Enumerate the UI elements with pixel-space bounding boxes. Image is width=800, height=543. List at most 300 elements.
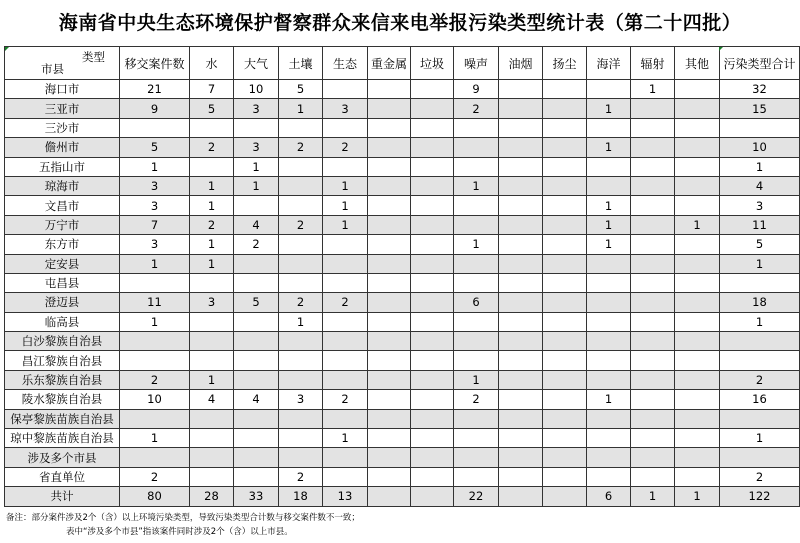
value-cell (675, 235, 720, 254)
value-cell (368, 80, 411, 99)
value-cell: 7 (190, 80, 234, 99)
table-row (5, 138, 800, 157)
value-cell (720, 448, 800, 467)
value-cell (411, 80, 454, 99)
value-cell (411, 118, 454, 137)
value-cell (279, 254, 323, 273)
value-cell (675, 176, 720, 195)
value-cell (279, 332, 323, 351)
value-cell (190, 118, 234, 137)
value-cell: 3 (279, 390, 323, 409)
value-cell: 2 (279, 293, 323, 312)
table-row (5, 99, 800, 118)
value-cell (543, 176, 587, 195)
value-cell: 1 (720, 254, 800, 273)
table-row (5, 409, 800, 428)
value-cell: 2 (323, 390, 368, 409)
value-cell (675, 312, 720, 331)
value-cell (411, 273, 454, 292)
value-cell (234, 273, 279, 292)
value-cell: 1 (323, 176, 368, 195)
value-cell (675, 80, 720, 99)
value-cell (234, 429, 279, 448)
value-cell: 11 (720, 215, 800, 234)
value-cell (543, 273, 587, 292)
value-cell: 1 (323, 196, 368, 215)
table-row (5, 312, 800, 331)
value-cell (631, 273, 675, 292)
footnote-line-1: 备注：部分案件涉及2个（含）以上环境污染类型，导致污染类型合计数与移交案件数不一致； (6, 513, 360, 523)
column-header: 垃圾 (411, 47, 454, 80)
value-cell: 21 (120, 80, 190, 99)
city-name-cell: 儋州市 (5, 138, 120, 157)
column-header: 重金属 (368, 47, 411, 80)
table-row (5, 254, 800, 273)
city-name-cell: 三沙市 (5, 118, 120, 137)
value-cell (499, 487, 543, 506)
value-cell: 1 (323, 215, 368, 234)
value-cell (411, 254, 454, 273)
value-cell: 3 (120, 176, 190, 195)
value-cell (368, 487, 411, 506)
table-row (5, 448, 800, 467)
table-row (5, 176, 800, 195)
value-cell: 1 (720, 312, 800, 331)
value-cell (675, 390, 720, 409)
value-cell (499, 409, 543, 428)
value-cell: 6 (587, 487, 631, 506)
value-cell (323, 370, 368, 389)
value-cell (368, 370, 411, 389)
value-cell (631, 176, 675, 195)
value-cell: 4 (234, 215, 279, 234)
value-cell (411, 370, 454, 389)
value-cell: 2 (279, 467, 323, 486)
table-row (5, 467, 800, 486)
value-cell (543, 409, 587, 428)
value-cell (499, 176, 543, 195)
value-cell (454, 467, 499, 486)
city-name-cell: 琼中黎族苗族自治县 (5, 429, 120, 448)
value-cell (631, 293, 675, 312)
value-cell (631, 196, 675, 215)
table-row (5, 215, 800, 234)
value-cell: 1 (120, 429, 190, 448)
value-cell (543, 215, 587, 234)
value-cell: 2 (323, 293, 368, 312)
table-row (5, 273, 800, 292)
value-cell: 122 (720, 487, 800, 506)
city-name-cell: 涉及多个市县 (5, 448, 120, 467)
value-cell (234, 467, 279, 486)
value-cell (454, 157, 499, 176)
value-cell (543, 370, 587, 389)
value-cell (411, 332, 454, 351)
value-cell (675, 293, 720, 312)
value-cell (587, 273, 631, 292)
value-cell (587, 409, 631, 428)
value-cell (454, 118, 499, 137)
value-cell (543, 448, 587, 467)
column-header: 海洋 (587, 47, 631, 80)
value-cell (587, 467, 631, 486)
value-cell (368, 215, 411, 234)
table-row (5, 429, 800, 448)
value-cell: 28 (190, 487, 234, 506)
city-name-cell: 共计 (5, 487, 120, 506)
value-cell (499, 390, 543, 409)
value-cell (234, 254, 279, 273)
value-cell: 1 (190, 370, 234, 389)
value-cell (675, 429, 720, 448)
value-cell (190, 351, 234, 370)
table-row (5, 157, 800, 176)
value-cell (190, 332, 234, 351)
value-cell (675, 273, 720, 292)
value-cell (411, 138, 454, 157)
value-cell (499, 254, 543, 273)
value-cell (543, 235, 587, 254)
value-cell (543, 254, 587, 273)
value-cell (543, 487, 587, 506)
value-cell (543, 118, 587, 137)
value-cell: 4 (720, 176, 800, 195)
value-cell (323, 448, 368, 467)
value-cell: 22 (454, 487, 499, 506)
value-cell (411, 176, 454, 195)
table-row (5, 370, 800, 389)
value-cell (631, 235, 675, 254)
value-cell (587, 118, 631, 137)
value-cell: 3 (323, 99, 368, 118)
value-cell (499, 215, 543, 234)
value-cell (543, 312, 587, 331)
value-cell (499, 351, 543, 370)
value-cell (499, 196, 543, 215)
value-cell: 1 (587, 215, 631, 234)
value-cell (279, 118, 323, 137)
value-cell (720, 332, 800, 351)
value-cell (675, 254, 720, 273)
value-cell: 10 (720, 138, 800, 157)
column-header: 移交案件数 (120, 47, 190, 80)
value-cell (279, 273, 323, 292)
value-cell: 2 (190, 215, 234, 234)
value-cell (411, 196, 454, 215)
value-cell: 9 (454, 80, 499, 99)
value-cell: 2 (720, 370, 800, 389)
value-cell (411, 409, 454, 428)
value-cell (279, 176, 323, 195)
value-cell: 1 (190, 235, 234, 254)
value-cell (411, 448, 454, 467)
value-cell (190, 467, 234, 486)
city-name-cell: 五指山市 (5, 157, 120, 176)
value-cell (411, 157, 454, 176)
value-cell: 1 (190, 254, 234, 273)
value-cell (675, 157, 720, 176)
value-cell: 1 (675, 487, 720, 506)
value-cell (454, 429, 499, 448)
city-name-cell: 屯昌县 (5, 273, 120, 292)
value-cell: 6 (454, 293, 499, 312)
value-cell (368, 390, 411, 409)
value-cell (499, 293, 543, 312)
value-cell: 1 (720, 429, 800, 448)
value-cell (543, 138, 587, 157)
value-cell (675, 351, 720, 370)
value-cell: 18 (279, 487, 323, 506)
value-cell: 1 (120, 254, 190, 273)
value-cell (190, 273, 234, 292)
value-cell: 2 (279, 138, 323, 157)
value-cell (368, 448, 411, 467)
value-cell: 3 (720, 196, 800, 215)
value-cell (499, 157, 543, 176)
value-cell (323, 235, 368, 254)
value-cell: 1 (454, 370, 499, 389)
value-cell (587, 312, 631, 331)
value-cell: 18 (720, 293, 800, 312)
value-cell (120, 273, 190, 292)
value-cell: 11 (120, 293, 190, 312)
value-cell (720, 118, 800, 137)
pollution-stats-table (4, 46, 800, 507)
value-cell (279, 448, 323, 467)
value-cell: 1 (587, 196, 631, 215)
value-cell: 1 (234, 157, 279, 176)
value-cell (279, 429, 323, 448)
value-cell: 4 (190, 390, 234, 409)
value-cell: 1 (675, 215, 720, 234)
value-cell (368, 273, 411, 292)
value-cell (190, 157, 234, 176)
value-cell (368, 409, 411, 428)
city-name-cell: 琼海市 (5, 176, 120, 195)
value-cell (454, 273, 499, 292)
value-cell (323, 254, 368, 273)
value-cell (190, 409, 234, 428)
city-name-cell: 乐东黎族自治县 (5, 370, 120, 389)
value-cell (234, 351, 279, 370)
value-cell: 3 (120, 235, 190, 254)
value-cell (323, 80, 368, 99)
value-cell (454, 215, 499, 234)
value-cell: 16 (720, 390, 800, 409)
value-cell (234, 448, 279, 467)
value-cell (587, 448, 631, 467)
value-cell (675, 99, 720, 118)
value-cell (499, 429, 543, 448)
value-cell (279, 370, 323, 389)
value-cell (368, 176, 411, 195)
value-cell (279, 196, 323, 215)
value-cell (279, 409, 323, 428)
value-cell (368, 351, 411, 370)
value-cell (543, 293, 587, 312)
value-cell (631, 351, 675, 370)
value-cell (631, 409, 675, 428)
column-header: 水 (190, 47, 234, 80)
value-cell (587, 157, 631, 176)
value-cell: 1 (454, 235, 499, 254)
value-cell (368, 196, 411, 215)
value-cell (368, 118, 411, 137)
value-cell (368, 235, 411, 254)
value-cell (499, 80, 543, 99)
value-cell: 2 (120, 370, 190, 389)
cell-marker-icon (719, 47, 723, 51)
value-cell (675, 467, 720, 486)
value-cell: 15 (720, 99, 800, 118)
city-name-cell: 陵水黎族自治县 (5, 390, 120, 409)
value-cell (675, 448, 720, 467)
value-cell (411, 215, 454, 234)
value-cell (368, 138, 411, 157)
value-cell: 1 (120, 312, 190, 331)
city-name-cell: 省直单位 (5, 467, 120, 486)
value-cell (587, 370, 631, 389)
value-cell (543, 351, 587, 370)
value-cell: 1 (120, 157, 190, 176)
value-cell: 3 (190, 293, 234, 312)
column-header: 其他 (675, 47, 720, 80)
value-cell: 1 (587, 99, 631, 118)
value-cell (120, 118, 190, 137)
value-cell (543, 332, 587, 351)
column-header: 土壤 (279, 47, 323, 80)
value-cell (323, 118, 368, 137)
value-cell: 7 (120, 215, 190, 234)
footnote-line-2: 表中“涉及多个市县”指该案件同时涉及2个（含）以上市县。 (66, 527, 293, 537)
city-name-cell: 定安县 (5, 254, 120, 273)
value-cell (499, 312, 543, 331)
value-cell (323, 467, 368, 486)
value-cell: 13 (323, 487, 368, 506)
value-cell (454, 138, 499, 157)
value-cell (411, 293, 454, 312)
value-cell (499, 370, 543, 389)
city-name-cell: 三亚市 (5, 99, 120, 118)
value-cell: 1 (631, 487, 675, 506)
value-cell: 2 (454, 390, 499, 409)
value-cell: 1 (323, 429, 368, 448)
value-cell (631, 390, 675, 409)
value-cell (234, 409, 279, 428)
value-cell: 5 (120, 138, 190, 157)
value-cell (499, 273, 543, 292)
value-cell (190, 429, 234, 448)
table-row (5, 80, 800, 99)
corner-city-label: 市县 (41, 62, 64, 76)
value-cell: 1 (454, 176, 499, 195)
value-cell (631, 332, 675, 351)
value-cell: 33 (234, 487, 279, 506)
value-cell (120, 409, 190, 428)
table-row (5, 390, 800, 409)
value-cell: 1 (190, 176, 234, 195)
value-cell (454, 312, 499, 331)
value-cell (587, 293, 631, 312)
table-row (5, 487, 800, 506)
value-cell (368, 467, 411, 486)
value-cell (411, 467, 454, 486)
table-body (5, 80, 800, 507)
value-cell (368, 312, 411, 331)
value-cell (234, 332, 279, 351)
value-cell (411, 390, 454, 409)
value-cell (675, 409, 720, 428)
value-cell (411, 235, 454, 254)
value-cell: 1 (234, 176, 279, 195)
value-cell (631, 99, 675, 118)
value-cell: 80 (120, 487, 190, 506)
value-cell (631, 118, 675, 137)
value-cell (720, 409, 800, 428)
value-cell (323, 351, 368, 370)
value-cell (499, 235, 543, 254)
value-cell (675, 332, 720, 351)
value-cell (368, 293, 411, 312)
column-header: 辐射 (631, 47, 675, 80)
value-cell: 1 (631, 80, 675, 99)
value-cell (454, 254, 499, 273)
city-name-cell: 东方市 (5, 235, 120, 254)
value-cell (631, 429, 675, 448)
value-cell (499, 332, 543, 351)
value-cell: 2 (120, 467, 190, 486)
value-cell (675, 118, 720, 137)
value-cell: 5 (720, 235, 800, 254)
value-cell: 1 (587, 235, 631, 254)
value-cell (543, 390, 587, 409)
value-cell: 1 (190, 196, 234, 215)
value-cell (120, 448, 190, 467)
value-cell (499, 138, 543, 157)
city-name-cell: 海口市 (5, 80, 120, 99)
value-cell (631, 467, 675, 486)
table-header-row (5, 47, 800, 80)
value-cell (631, 254, 675, 273)
value-cell (368, 429, 411, 448)
table-row (5, 196, 800, 215)
value-cell: 1 (279, 312, 323, 331)
value-cell (631, 312, 675, 331)
value-cell: 2 (323, 138, 368, 157)
value-cell (543, 80, 587, 99)
value-cell (543, 196, 587, 215)
value-cell: 2 (190, 138, 234, 157)
value-cell (323, 332, 368, 351)
value-cell (543, 467, 587, 486)
value-cell (543, 99, 587, 118)
value-cell (368, 99, 411, 118)
value-cell: 3 (234, 138, 279, 157)
value-cell (454, 332, 499, 351)
value-cell (411, 312, 454, 331)
table-row (5, 351, 800, 370)
value-cell (720, 273, 800, 292)
value-cell: 5 (190, 99, 234, 118)
value-cell: 2 (234, 235, 279, 254)
city-name-cell: 文昌市 (5, 196, 120, 215)
value-cell (587, 351, 631, 370)
value-cell (631, 215, 675, 234)
value-cell (454, 351, 499, 370)
value-cell (279, 157, 323, 176)
value-cell (675, 196, 720, 215)
value-cell (411, 487, 454, 506)
